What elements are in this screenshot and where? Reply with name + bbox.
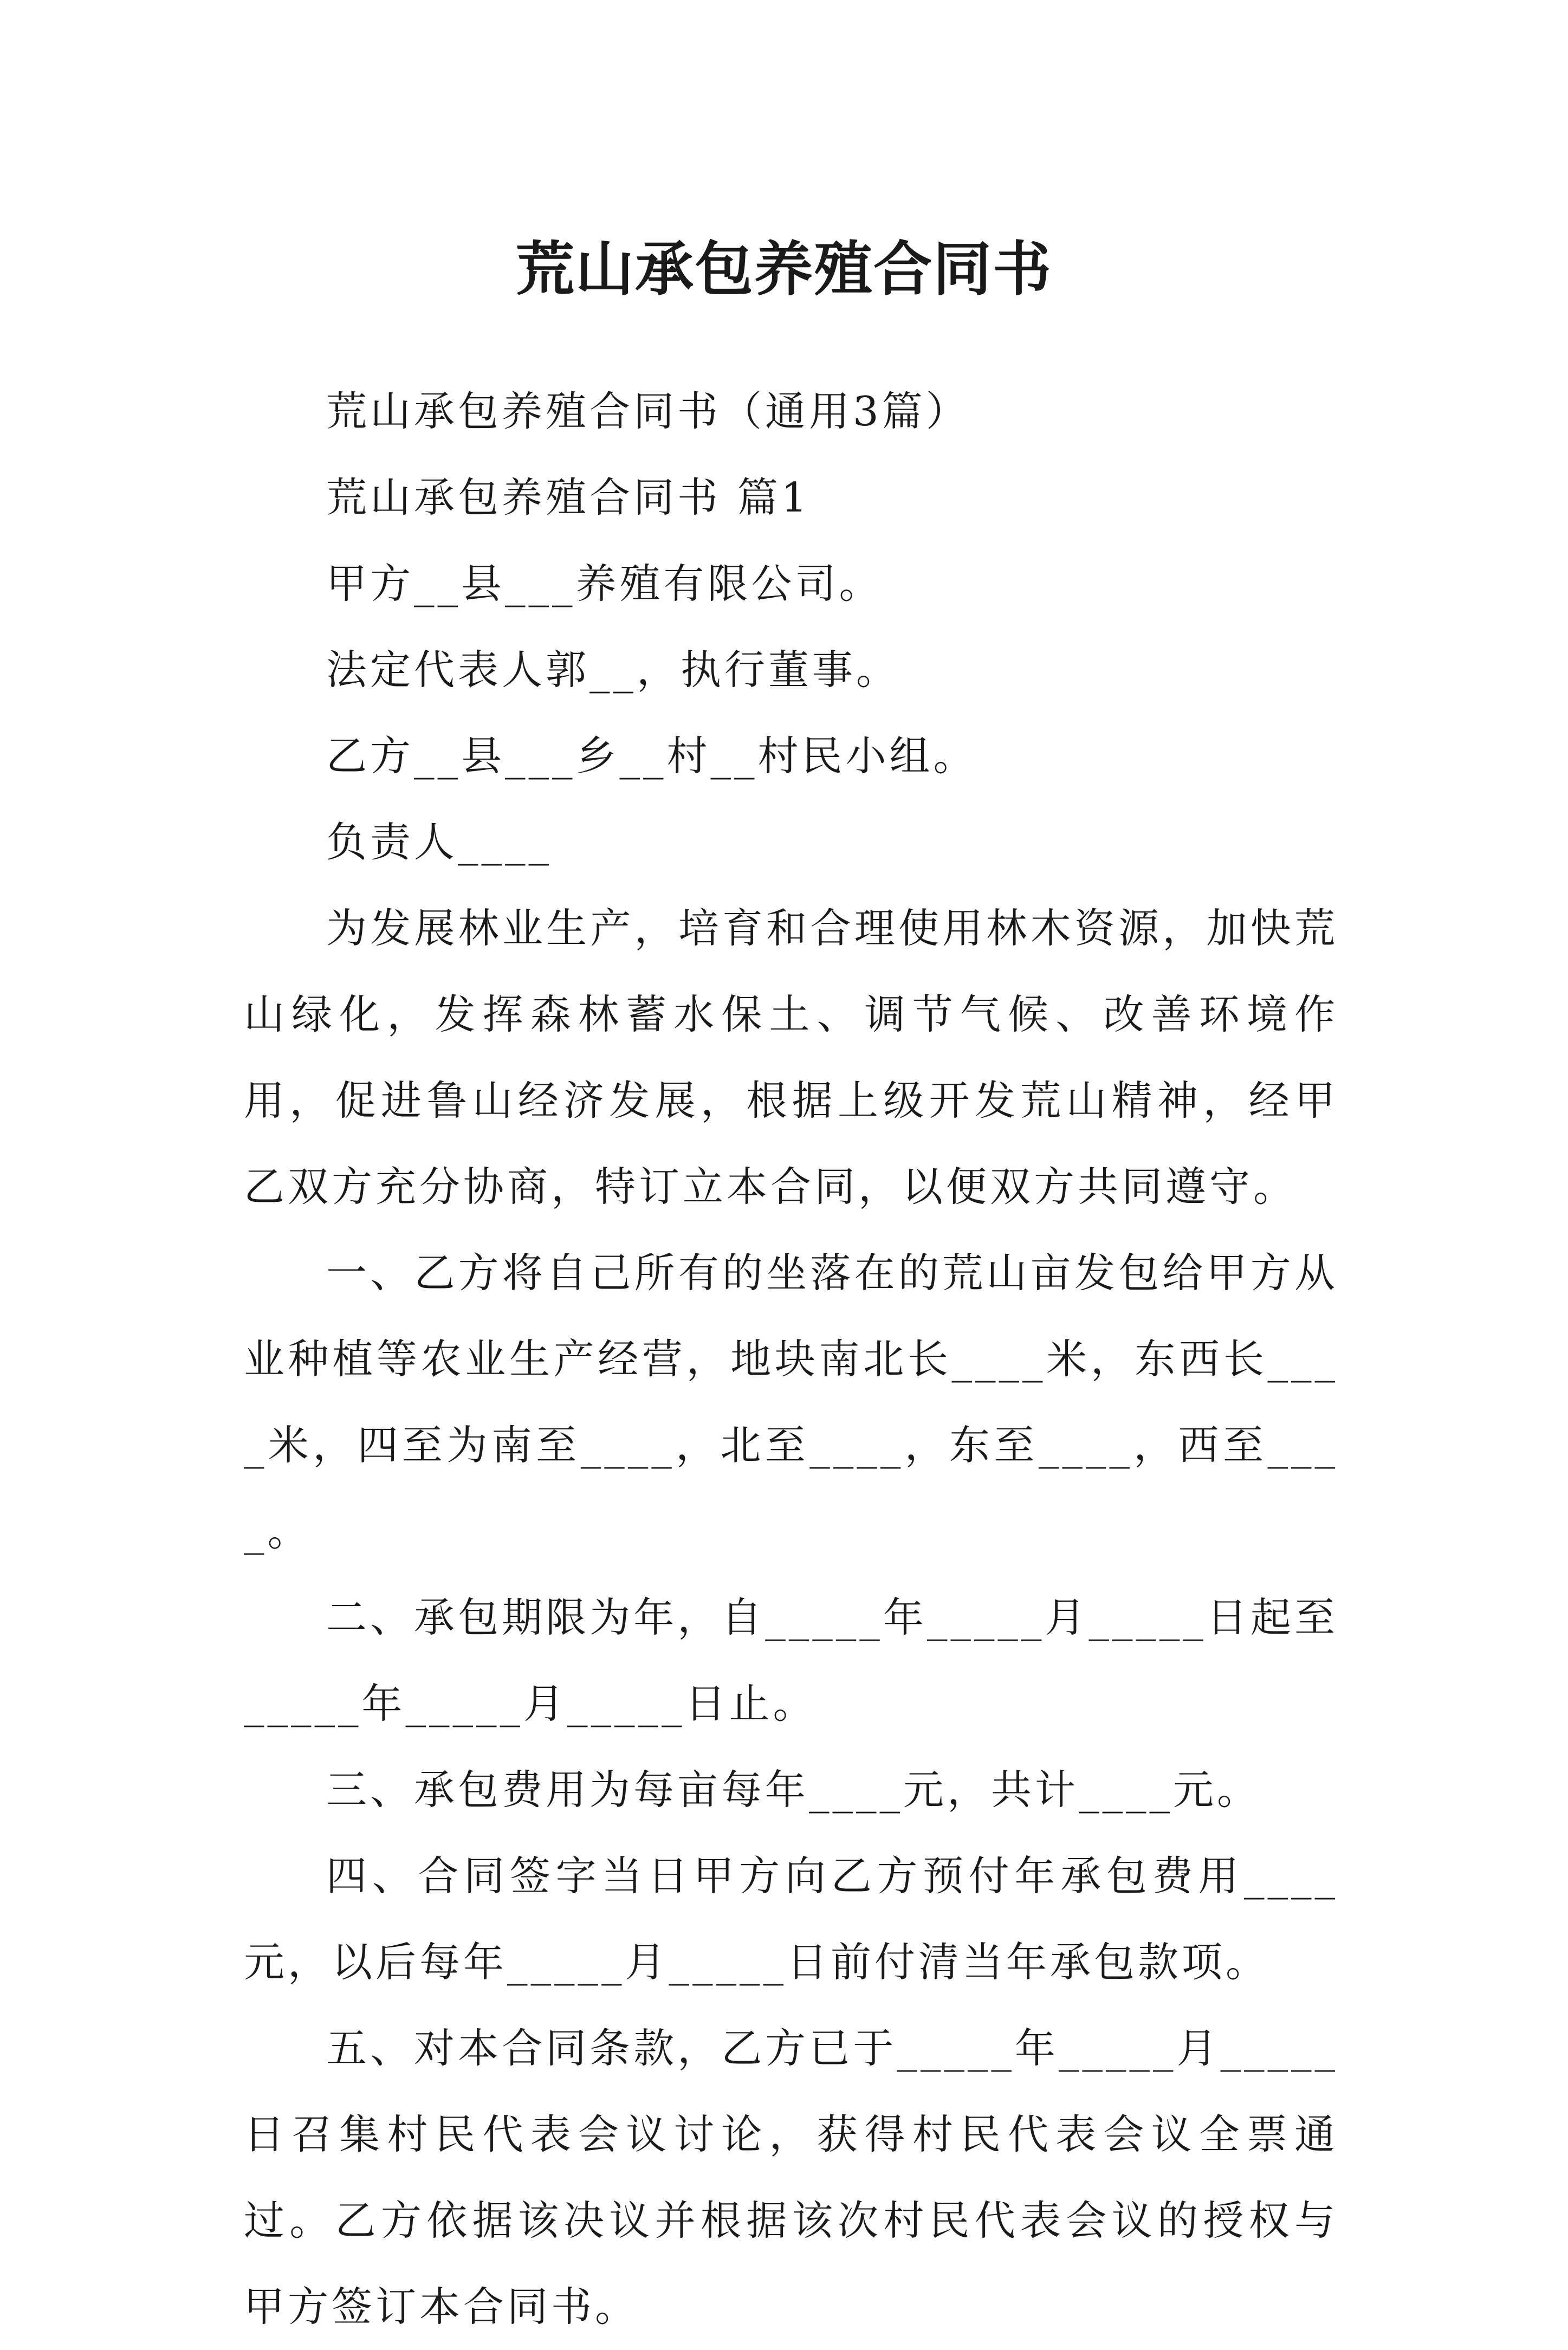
document-body — [244, 368, 1338, 2350]
clause-4-paragraph: 四、合同签字当日甲方向乙方预付年承包费用____元，以后每年_____月_____日前付清当年承包款项。 — [244, 1852, 1338, 1986]
party-b-paragraph: 乙方__县___乡__村__村民小组。 — [326, 732, 977, 780]
clause-2-paragraph: 二、承包期限为年，自_____年_____月_____日起至_____年_____月_____日止。 — [244, 1594, 1338, 1727]
clause-3-paragraph: 三、承包费用为每亩每年____元，共计____元。 — [326, 1766, 1261, 1814]
party-a-paragraph: 甲方__县___养殖有限公司。 — [326, 560, 883, 607]
responsible-person-paragraph: 负责人____ — [326, 818, 553, 866]
subtitle-paragraph: 荒山承包养殖合同书（通用3篇） — [326, 387, 970, 435]
section-heading: 荒山承包养殖合同书 篇1 — [326, 474, 811, 521]
clause-1-paragraph: 一、乙方将自己所有的坐落在的荒山亩发包给甲方从业种植等农业生产经营，地块南北长____米，东西长____米，四至为南至____，北至____，东至____，西至____。 — [244, 1249, 1338, 1555]
preamble-paragraph: 为发展林业生产，培育和合理使用林木资源，加快荒山绿化，发挥森林蓄水保土、调节气候、改善环境作用，促进鲁山经济发展，根据上级开发荒山精神，经甲乙双方充分协商，特订立本合同，以便双方共同遵守。 — [244, 904, 1338, 1210]
legal-representative-paragraph: 法定代表人郭__，执行董事。 — [326, 646, 900, 694]
document-title: 荒山承包养殖合同书 — [515, 235, 1052, 304]
clause-5-paragraph: 五、对本合同条款，乙方已于_____年_____月_____日召集村民代表会议讨论，获得村民代表会议全票通过。乙方依据该决议并根据该次村民代表会议的授权与甲方签订本合同书。 — [244, 2024, 1338, 2330]
